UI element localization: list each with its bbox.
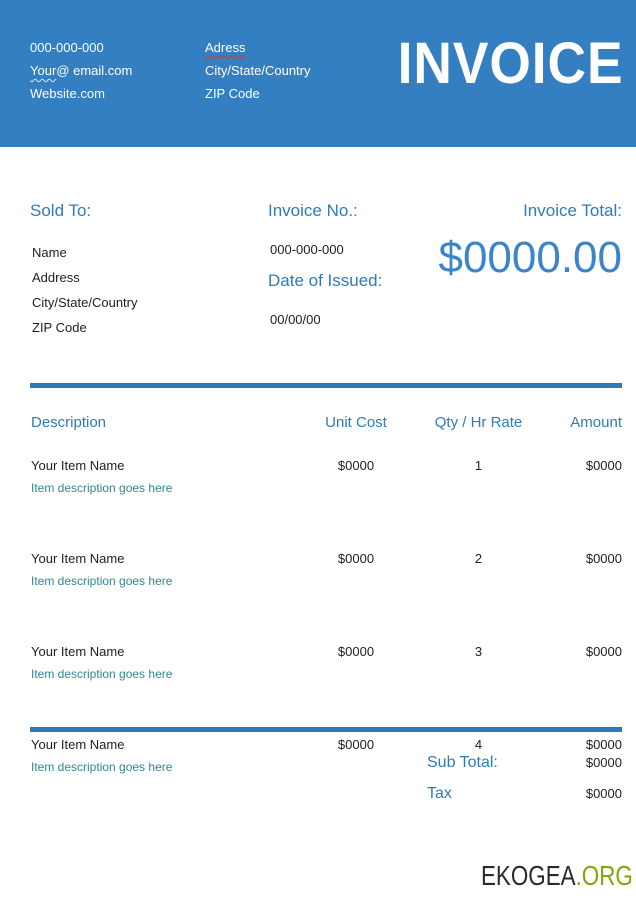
item-description: Item description goes here	[31, 760, 173, 774]
divider-bottom	[30, 727, 622, 732]
item-unit-cost: $0000	[337, 737, 375, 752]
item-name: Your Item Name	[31, 551, 125, 566]
address-column	[205, 36, 311, 105]
invoice-total-section	[438, 201, 622, 283]
item-description: Item description goes here	[31, 574, 173, 588]
column-header-amount: Amount	[570, 414, 622, 431]
item-qty: 1	[474, 458, 483, 473]
table-row	[31, 551, 622, 617]
totals-section	[427, 754, 622, 816]
sold-to-zip: ZIP Code	[32, 320, 87, 335]
address-line-2: City/State/Country	[205, 63, 311, 78]
date-issued-heading: Date of Issued:	[268, 271, 383, 290]
item-description: Item description goes here	[31, 481, 173, 495]
invoice-total-amount: $0000.00	[438, 233, 622, 282]
sold-to-section	[30, 201, 138, 340]
website: Website.com	[30, 86, 105, 101]
brand-logo	[481, 860, 633, 892]
divider-top	[30, 383, 622, 388]
column-header-qty: Qty / Hr Rate	[434, 414, 523, 431]
sold-to-heading: Sold To:	[30, 201, 92, 220]
sold-to-lines	[30, 240, 138, 340]
item-name: Your Item Name	[31, 644, 125, 659]
item-amount: $0000	[585, 458, 622, 473]
tax-row	[427, 785, 622, 803]
tax-label: Tax	[427, 785, 452, 802]
item-qty: 4	[474, 737, 483, 752]
item-qty: 2	[474, 551, 483, 566]
item-name: Your Item Name	[31, 458, 125, 473]
column-header-unit-cost: Unit Cost	[325, 414, 387, 431]
column-header-description: Description	[31, 414, 107, 431]
invoice-header	[0, 0, 636, 147]
tax-value: $0000	[585, 786, 622, 801]
subtotal-value: $0000	[585, 755, 622, 770]
item-cell	[31, 737, 301, 774]
items-table	[31, 414, 622, 803]
item-amount: $0000	[585, 644, 622, 659]
item-qty: 3	[474, 644, 483, 659]
address-line-3: ZIP Code	[205, 86, 260, 101]
item-unit-cost: $0000	[337, 458, 375, 473]
brand-tld: .ORG	[575, 860, 633, 891]
item-amount: $0000	[585, 737, 622, 752]
table-row	[31, 644, 622, 710]
item-unit-cost: $0000	[337, 644, 375, 659]
item-name: Your Item Name	[31, 737, 125, 752]
address-line-1: Adress	[205, 40, 246, 55]
date-issued-value: 00/00/00	[270, 312, 321, 327]
item-cell	[31, 644, 301, 681]
invoice-total-heading: Invoice Total:	[523, 201, 622, 220]
table-row	[31, 458, 622, 524]
table-header-row	[31, 414, 622, 431]
sold-to-address: Address	[32, 270, 80, 285]
item-description: Item description goes here	[31, 667, 173, 681]
invoice-number-heading: Invoice No.:	[268, 201, 358, 220]
item-cell	[31, 551, 301, 588]
subtotal-row	[427, 754, 622, 772]
contact-column	[30, 36, 132, 105]
invoice-meta-section	[268, 201, 382, 327]
sold-to-city: City/State/Country	[32, 295, 138, 310]
item-unit-cost: $0000	[337, 551, 375, 566]
brand-name: EKOGEA	[481, 860, 576, 891]
subtotal-label: Sub Total:	[427, 754, 498, 771]
page-title: INVOICE	[397, 31, 623, 96]
item-amount: $0000	[585, 551, 622, 566]
item-cell	[31, 458, 301, 495]
phone-number: 000-000-000	[30, 40, 104, 55]
sold-to-name: Name	[32, 245, 67, 260]
email-address	[30, 59, 132, 82]
email-rest: @ email.com	[56, 63, 133, 78]
email-misspelled-word: Your	[30, 63, 57, 78]
invoice-number-value: 000-000-000	[270, 242, 344, 257]
